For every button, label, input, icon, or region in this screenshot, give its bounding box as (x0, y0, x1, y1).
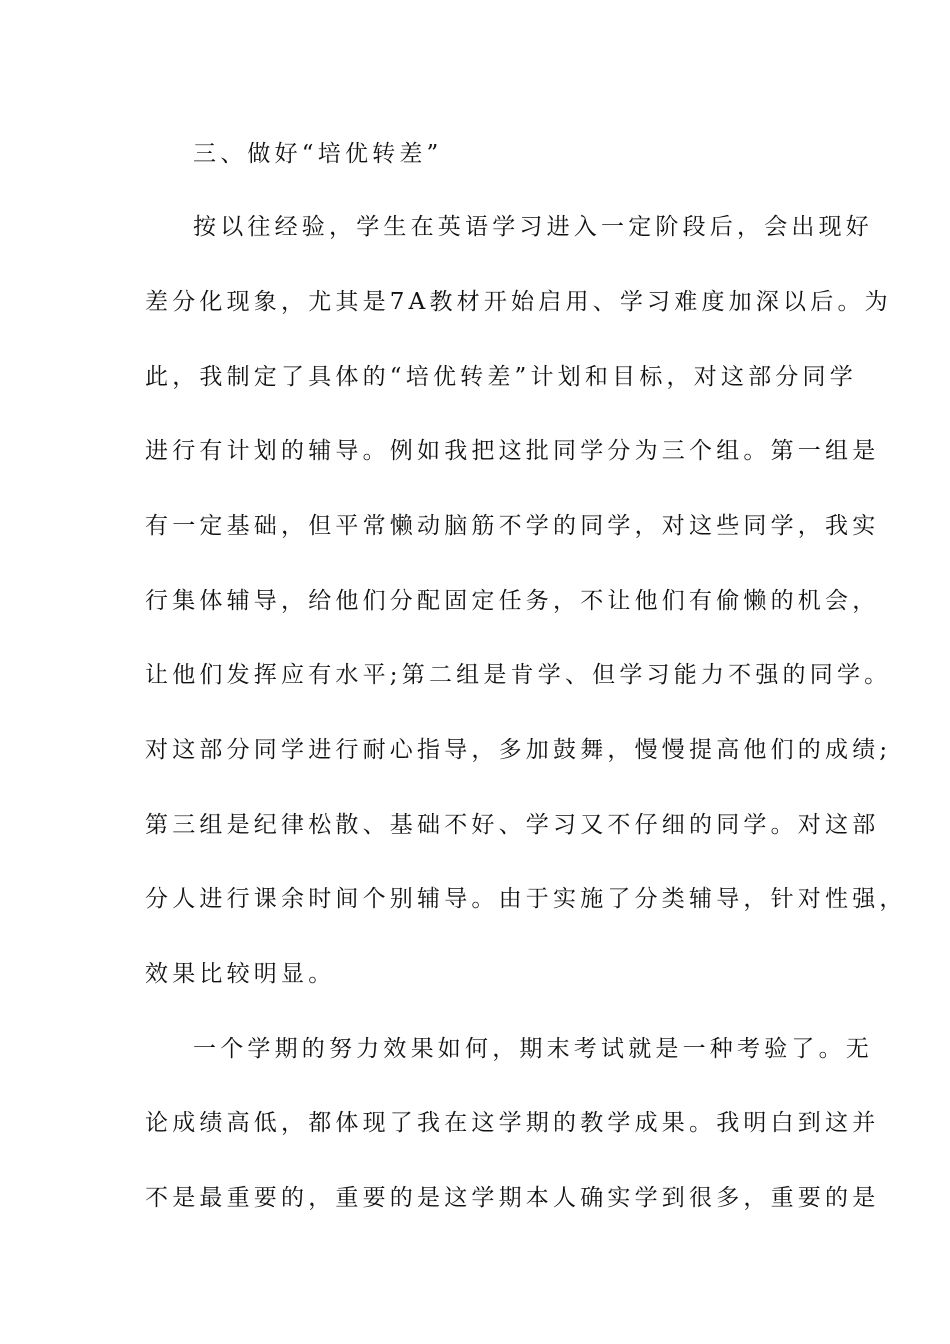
paragraph-line: 效果比较明显。 (145, 961, 336, 987)
paragraph-line: 此，我制定了具体的“培优转差”计划和目标，对这部分同学 (145, 364, 857, 390)
paragraph-line: 差分化现象，尤其是7A教材开始启用、学习难度加深以后。为 (145, 289, 892, 315)
paragraph-line: 让他们发挥应有水平;第二组是肯学、但学习能力不强的同学。 (145, 662, 892, 688)
paragraph-line: 有一定基础，但平常懒动脑筋不学的同学，对这些同学，我实 (145, 513, 880, 539)
paragraph-line: 进行有计划的辅导。例如我把这批同学分为三个组。第一组是 (145, 438, 880, 464)
paragraph-line: 分人进行课余时间个别辅导。由于实施了分类辅导，针对性强， (145, 886, 907, 912)
paragraph-line: 一个学期的努力效果如何，期末考试就是一种考验了。无 (193, 1036, 873, 1062)
section-heading: 三、做好“培优转差” (193, 141, 443, 167)
paragraph-line: 第三组是纪律松散、基础不好、学习又不仔细的同学。对这部 (145, 812, 880, 838)
paragraph-line: 对这部分同学进行耐心指导，多加鼓舞，慢慢提高他们的成绩; (145, 737, 892, 763)
paragraph-line: 论成绩高低，都体现了我在这学期的教学成果。我明白到这并 (145, 1110, 880, 1136)
paragraph-line: 不是最重要的，重要的是这学期本人确实学到很多，重要的是 (145, 1185, 880, 1211)
paragraph-line: 按以往经验，学生在英语学习进入一定阶段后，会出现好 (193, 214, 873, 240)
paragraph-line: 行集体辅导，给他们分配固定任务，不让他们有偷懒的机会， (145, 588, 880, 614)
